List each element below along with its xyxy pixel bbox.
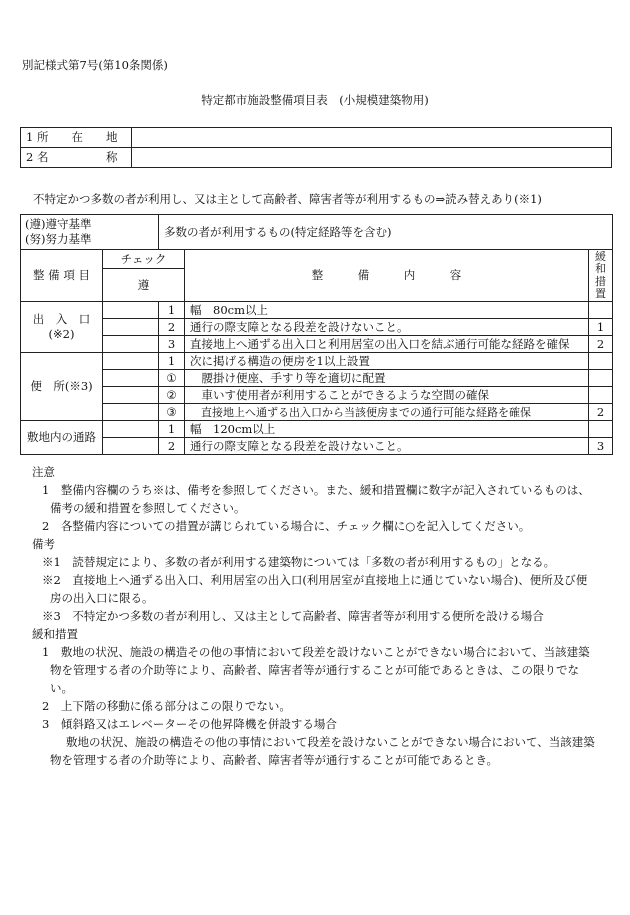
row-text: 直接地上へ通ずる出入口から当該便房までの通行可能な経路を確保 (185, 404, 589, 421)
row-text: 幅 80cm以上 (185, 302, 589, 319)
intro-text: 不特定かつ多数の者が利用し、又は主として高齢者、障害者等が利用するもの⇒読み替えあり(※1) (33, 192, 542, 206)
remark-1: ※1 読替規定により、多数の者が利用する建築物については「多数の者が利用するもの」となる。 (42, 555, 556, 569)
relax-header-text: 緩和措置 (595, 249, 607, 300)
note-1-cont: 備考の緩和措置を参照してください。 (50, 501, 246, 515)
check-sub-header: 遵 (103, 269, 185, 302)
check-cell[interactable] (103, 438, 159, 455)
item-entrance (21, 302, 103, 353)
check-cell[interactable] (103, 387, 159, 404)
check-cell[interactable] (103, 404, 159, 421)
note-heading: 注意 (32, 465, 55, 479)
table-row (21, 438, 613, 455)
row-relax: 3 (589, 438, 613, 455)
relax-2: 2 上下階の移動に係る部分はこの限りでない。 (42, 699, 291, 713)
item-passage: 敷地内の通路 (21, 421, 103, 455)
table-row (21, 404, 613, 421)
row-no: 1 (159, 421, 185, 438)
legend-row (21, 215, 613, 250)
relax-header (589, 250, 613, 302)
row-relax: 1 (589, 319, 613, 336)
name-label: 2 名 称 (21, 148, 132, 168)
item-entrance-sub: (※2) (48, 327, 75, 341)
check-header: チェック (103, 250, 185, 269)
relax-1: 1 敷地の状況、施設の構造その他の事情において段差を設けないことができない場合において、当該建築 (42, 645, 590, 659)
note-2: 2 各整備内容についての措置が講じられている場合に、チェック欄に○を記入してください。 (42, 519, 531, 533)
facility-table (20, 214, 613, 455)
form-number: 別記様式第7号(第10条関係) (22, 58, 168, 72)
row-relax (589, 387, 613, 404)
row-no: 3 (159, 336, 185, 353)
row-relax (589, 370, 613, 387)
row-text: 車いす使用者が利用することができるような空間の確保 (185, 387, 589, 404)
remark-2: ※2 直接地上へ通ずる出入口、利用居室の出入口(利用居室が直接地上に通じていない場合)、便所及び便 (42, 573, 588, 587)
item-toilet: 便 所(※3) (21, 353, 103, 421)
check-cell[interactable] (103, 421, 159, 438)
row-relax: 2 (589, 404, 613, 421)
table-row (21, 370, 613, 387)
relax-1-cont2: い。 (50, 681, 73, 695)
scope-cell: 多数の者が利用するもの(特定経路等を含む) (159, 215, 613, 250)
remark-2-cont: 房の出入口に限る。 (50, 591, 154, 605)
check-cell[interactable] (103, 370, 159, 387)
info-table (20, 127, 612, 168)
row-text: 通行の際支障となる段差を設けないこと。 (185, 319, 589, 336)
legend-comply: (遵)遵守基準 (25, 217, 92, 231)
legend-cell (21, 215, 159, 250)
row-no: 1 (159, 302, 185, 319)
row-text: 腰掛け便座、手すり等を適切に配置 (185, 370, 589, 387)
check-cell[interactable] (103, 353, 159, 370)
relax-3: 3 傾斜路又はエレベーターその他昇降機を併設する場合 (42, 717, 337, 731)
remarks-heading: 備考 (32, 537, 55, 551)
relax-3-cont2: 物を管理する者の介助等により、高齢者、障害者等が通行することが可能であるとき。 (50, 753, 499, 767)
check-cell[interactable] (103, 302, 159, 319)
table-row (21, 387, 613, 404)
row-no: ② (159, 387, 185, 404)
address-label: 1 所 在 地 (21, 128, 132, 148)
table-row (21, 421, 613, 438)
row-no: ③ (159, 404, 185, 421)
table-row (21, 336, 613, 353)
info-row-address (21, 128, 612, 148)
address-value[interactable] (132, 128, 612, 148)
notes-section (22, 464, 612, 770)
row-no: 1 (159, 353, 185, 370)
relax-3-cont: 敷地の状況、施設の構造その他の事情において段差を設けないことができない場合において、当該建築 (66, 735, 595, 749)
item-entrance-name: 出 入 口 (32, 312, 91, 326)
row-relax (589, 302, 613, 319)
row-text: 次に掲げる構造の便房を1以上設置 (185, 353, 589, 370)
row-no: 2 (159, 319, 185, 336)
row-text: 通行の際支障となる段差を設けないこと。 (185, 438, 589, 455)
page-title: 特定都市施設整備項目表 (小規模建築物用) (201, 93, 429, 107)
relax-1-cont: 物を管理する者の介助等により、高齢者、障害者等が通行することが可能であるときは、この限りでな (50, 663, 579, 677)
row-no: 2 (159, 438, 185, 455)
info-row-name (21, 148, 612, 168)
row-no: ① (159, 370, 185, 387)
table-row (21, 302, 613, 319)
item-header: 整 備 項 目 (21, 250, 103, 302)
row-relax (589, 353, 613, 370)
table-row (21, 353, 613, 370)
row-text: 幅 120cm以上 (185, 421, 589, 438)
row-relax: 2 (589, 336, 613, 353)
header-row (21, 250, 613, 269)
legend-effort: (努)努力基準 (25, 232, 92, 246)
name-value[interactable] (132, 148, 612, 168)
note-1: 1 整備内容欄のうち※は、備考を参照してください。また、緩和措置欄に数字が記入されているものは、 (42, 483, 590, 497)
row-text: 直接地上へ通ずる出入口と利用居室の出入口を結ぶ通行可能な経路を確保 (185, 336, 589, 353)
check-cell[interactable] (103, 336, 159, 353)
remark-3: ※3 不特定かつ多数の者が利用し、又は主として高齢者、障害者等が利用する便所を設ける場合 (42, 609, 544, 623)
row-relax (589, 421, 613, 438)
check-cell[interactable] (103, 319, 159, 336)
table-row (21, 319, 613, 336)
content-header: 整 備 内 容 (185, 250, 589, 302)
relax-heading: 緩和措置 (32, 627, 78, 641)
